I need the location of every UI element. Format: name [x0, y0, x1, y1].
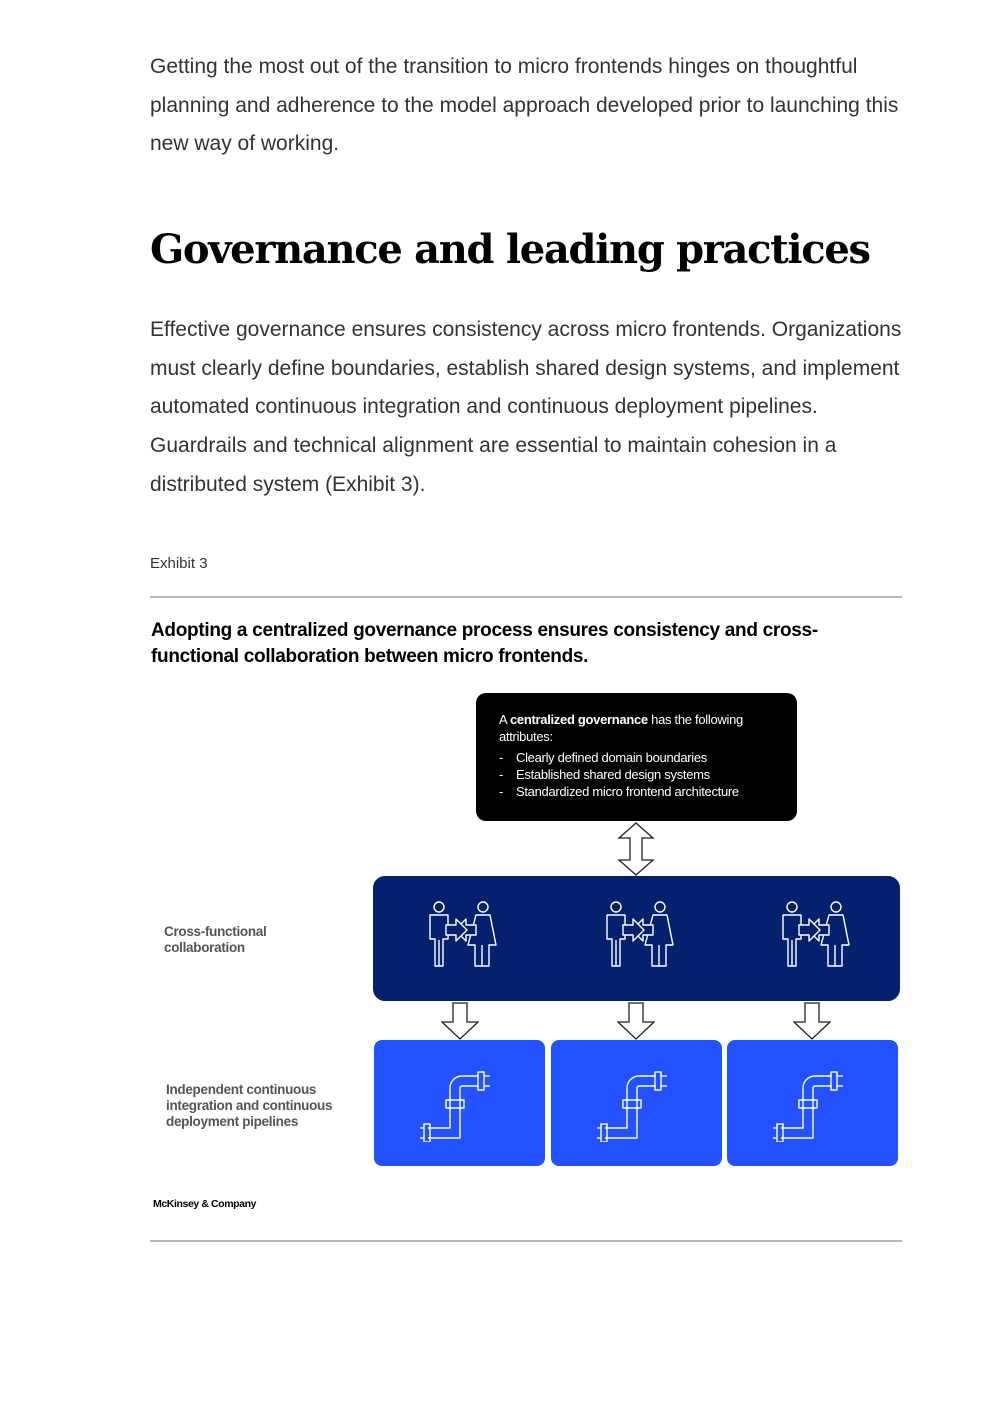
collaboration-band — [373, 876, 900, 1001]
cross-functional-team-icon — [778, 900, 850, 972]
pipeline-card — [727, 1040, 898, 1166]
governance-lead-prefix: A — [499, 712, 510, 727]
governance-attribute: - Standardized micro frontend architecture — [499, 784, 739, 799]
down-arrow-icon — [793, 1002, 831, 1040]
governance-attribute: - Established shared design systems — [499, 767, 710, 782]
cross-functional-team-icon — [602, 900, 674, 972]
exhibit-title: Adopting a centralized governance process ensures consistency and cross-functional collaboration between micro frontends. — [151, 620, 818, 667]
governance-attribute: - Clearly defined domain boundaries — [499, 750, 708, 765]
intro-paragraph: Getting the most out of the transition to micro frontends hinges on thoughtful planning and adherence to the model approach developed prior to launching this new way of working. — [150, 55, 899, 156]
bullet-dash: - — [499, 750, 504, 765]
governance-attributes-box — [476, 693, 797, 821]
exhibit-label: Exhibit 3 — [150, 555, 208, 572]
pipeline-card — [551, 1040, 722, 1166]
double-arrow-icon — [617, 822, 655, 876]
governance-lead — [499, 711, 783, 745]
collaboration-row-label: Cross-functional collaboration — [164, 924, 267, 955]
governance-lead-suffix: has the following attributes: — [499, 712, 743, 744]
pipeline-icon — [597, 1066, 677, 1142]
source-credit: McKinsey & Company — [153, 1198, 257, 1210]
pipelines-row-label: Independent continuous integration and continuous deployment pipelines — [166, 1082, 333, 1129]
governance-lead-bold: centralized governance — [509, 712, 648, 727]
bullet-dash: - — [499, 784, 504, 799]
body-paragraph: Effective governance ensures consistency across micro frontends. Organizations must clearly define boundaries, establish shared design systems, and implement automated continuous integration and continuous deployment pipelines. Guardrails and technical alignment are essential to maintain cohesion in a distributed system (Exhibit 3). — [150, 318, 902, 496]
down-arrow-icon — [441, 1002, 479, 1040]
pipeline-icon — [773, 1066, 853, 1142]
section-heading: Governance and leading practices — [150, 226, 870, 273]
exhibit-top-rule — [150, 596, 902, 598]
exhibit-bottom-rule — [150, 1240, 902, 1242]
bullet-dash: - — [499, 767, 504, 782]
cross-functional-team-icon — [425, 900, 497, 972]
pipeline-icon — [420, 1066, 500, 1142]
down-arrow-icon — [617, 1002, 655, 1040]
pipeline-card — [374, 1040, 545, 1166]
governance-attribute-list — [499, 749, 783, 800]
